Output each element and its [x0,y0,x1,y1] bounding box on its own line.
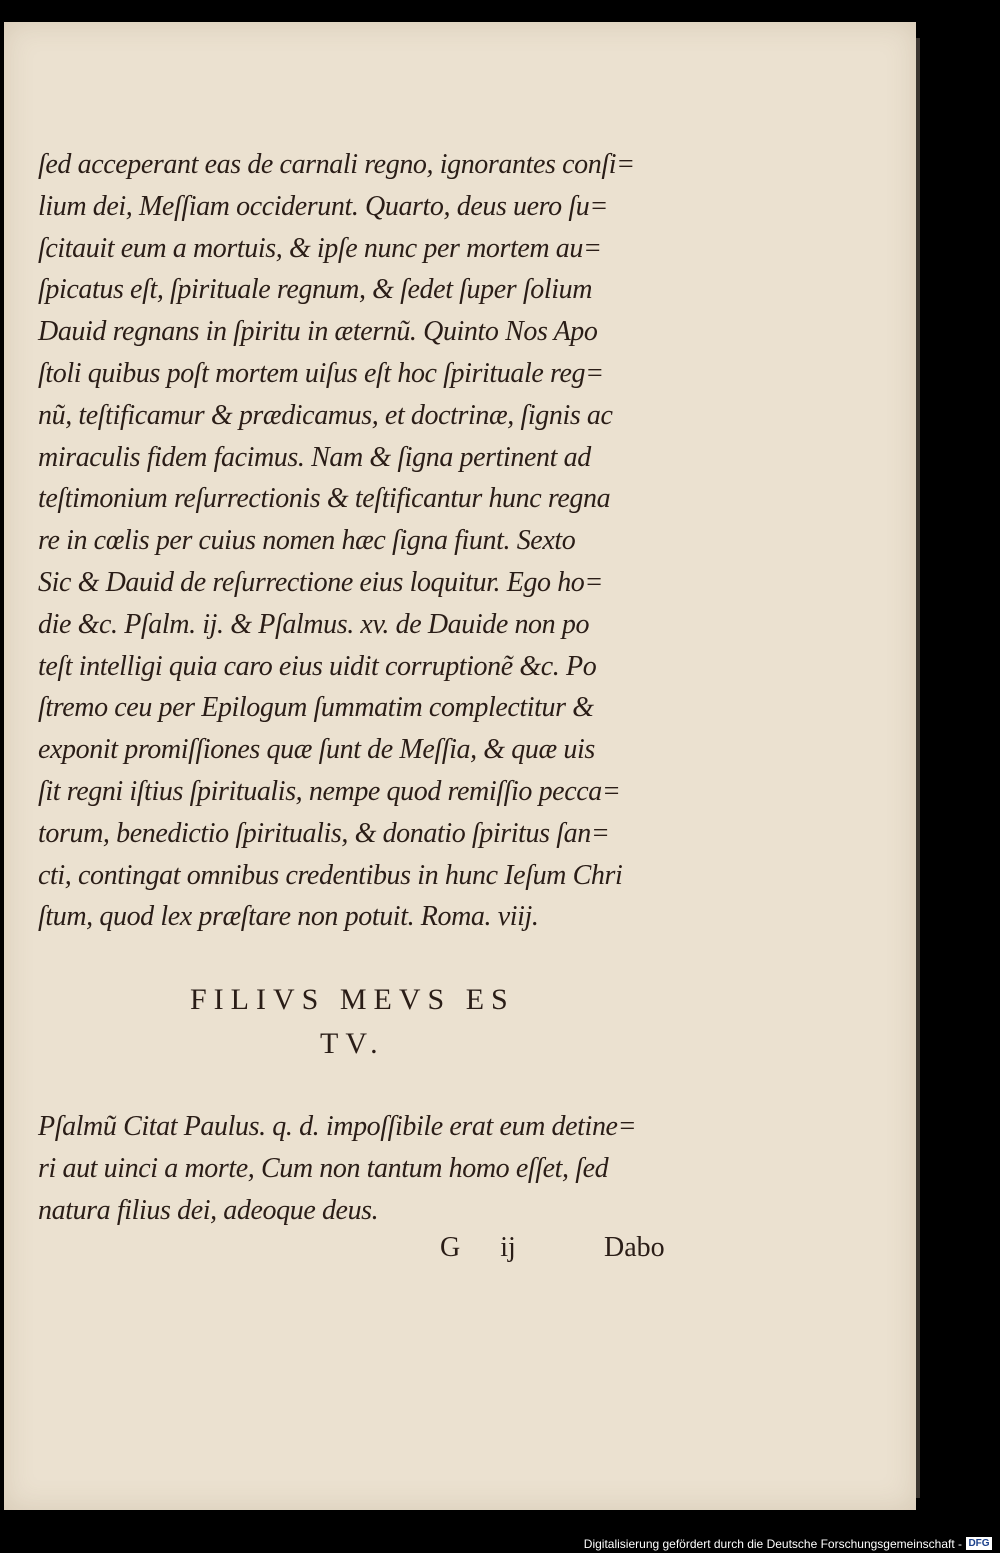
text-line: lium dei, Meſſiam occiderunt. Quarto, deus uero ſu= [38,190,608,222]
text-line: teſtimonium reſurrectionis & teſtificantur hunc regna [38,483,611,515]
signature-letter: G [440,1232,461,1263]
signature-mark [440,1232,516,1264]
text-line: nũ, teſtificamur & prædicamus, et doctrinæ, ſignis ac [38,399,613,431]
text-line: ſed acceperant eas de carnali regno, ignorantes conſi= [38,149,635,180]
text-line: torum, benedictio ſpiritualis, & donatio ſpiritus ſan= [38,817,610,849]
signature-number: ij [500,1232,516,1263]
text-line: die &c. Pſalm. ij. & Pſalmus. xv. de Dauide non po [38,608,590,640]
text-line: re in cœlis per cuius nomen hæc ſigna fiunt. Sexto [38,525,576,557]
text-line: ſtoli quibus poſt mortem uiſus eſt hoc ſpirituale reg= [38,357,604,389]
text-line: teſt intelligi quia caro eius uidit corruptionẽ &c. Po [38,650,597,682]
text-line: cti, contingat omnibus credentibus in hunc Ieſum Chri [38,859,623,891]
section-heading [190,978,590,1066]
page-edge [916,38,920,1498]
text-line: ſpicatus eſt, ſpirituale regnum, & ſedet ſuper ſolium [38,274,593,306]
body-text [38,144,678,938]
text-line: ſcitauit eum a mortuis, & ipſe nunc per mortem au= [38,232,602,264]
psalm-commentary [38,1106,678,1231]
catchword: Dabo [604,1232,665,1263]
heading-line-1: FILIVS MEVS ES [190,983,515,1016]
text-line: Pſalmũ Citat Paulus. q. d. impoſſibile erat eum detine= [38,1111,637,1142]
text-line: ſtremo ceu per Epilogum ſummatim complectitur & [38,692,594,724]
text-line: exponit promiſſiones quæ ſunt de Meſſia, & quæ uis [38,734,595,766]
text-line: Sic & Dauid de reſurrectione eius loquitur. Ego ho= [38,566,603,598]
text-line: Dauid regnans in ſpiritu in æternũ. Quinto Nos Apo [38,316,598,348]
heading-line-2: TV. [320,1027,385,1060]
text-line: ri aut uinci a morte, Cum non tantum homo eſſet, ſed [38,1152,609,1184]
dfg-logo: DFG [966,1537,992,1550]
text-line: ſit regni iſtius ſpiritualis, nempe quod remiſſio pecca= [38,775,621,807]
text-line: natura filius dei, adeoque deus. [38,1194,379,1226]
funding-note: Digitalisierung gefördert durch die Deutsche Forschungsgemeinschaft - [583,1537,962,1551]
text-line: miraculis fidem facimus. Nam & ſigna pertinent ad [38,441,591,473]
text-line: ſtum, quod lex præſtare non potuit. Roma. viij. [38,901,539,933]
